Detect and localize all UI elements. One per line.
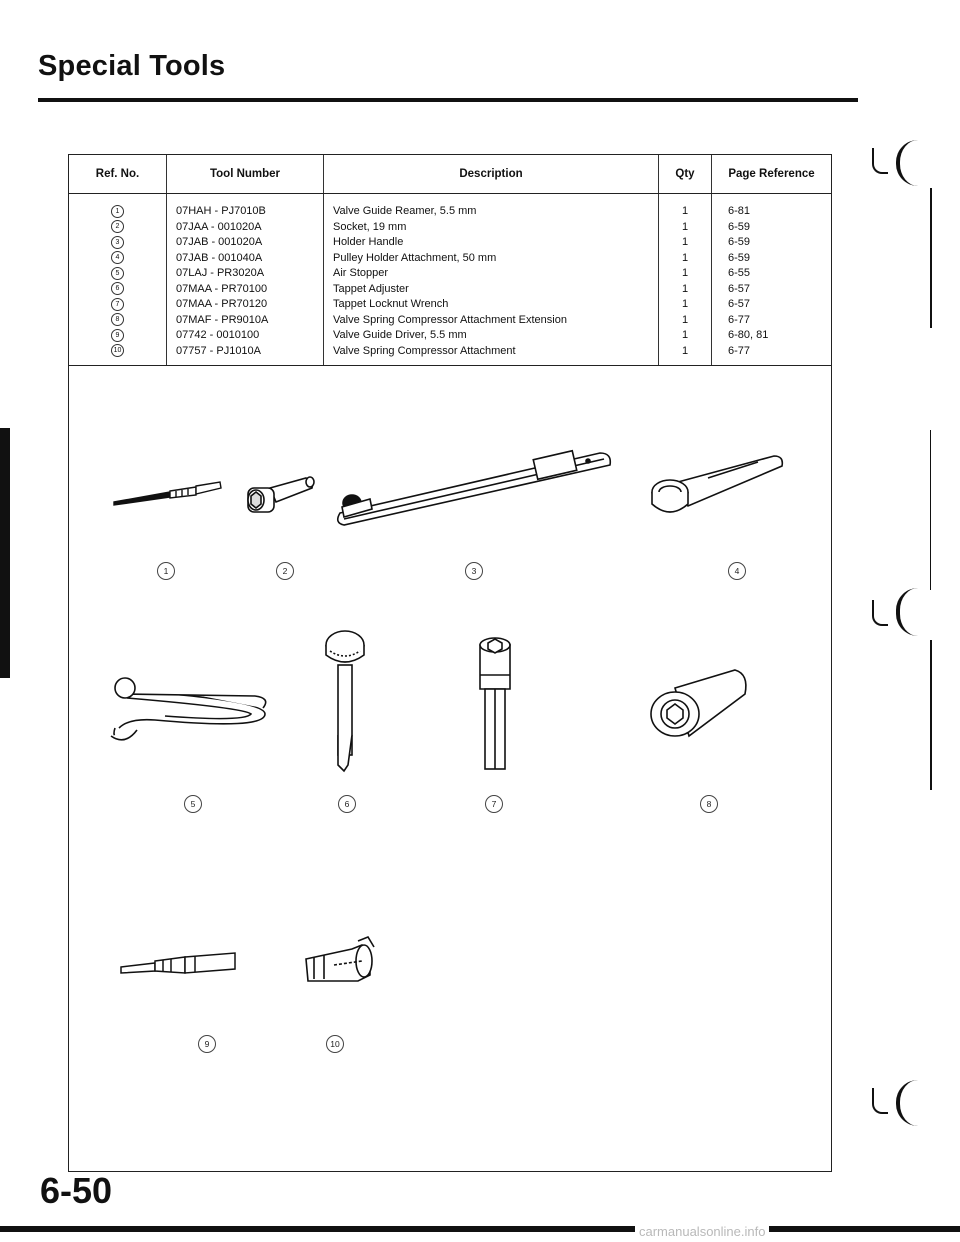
valve-spring-compressor-attachment-illustration [300, 935, 380, 995]
side-tab-marker [0, 428, 10, 678]
binding-mark [872, 600, 888, 626]
ref-number: 5 [111, 267, 124, 280]
figure-label: 9 [198, 1035, 216, 1053]
tool-number: 07742 - 0010100 [176, 329, 260, 341]
binding-mark [930, 188, 933, 328]
qty-column [659, 194, 712, 366]
figure-label: 6 [338, 795, 356, 813]
tool-number: 07JAA - 001020A [176, 220, 262, 233]
tool-description: Pulley Holder Attachment, 50 mm [333, 251, 497, 264]
page-title: Special Tools [38, 50, 226, 82]
tool-number: 07MAA - PR70120 [176, 298, 268, 310]
page-reference: 6-80, 81 [728, 329, 769, 341]
binding-mark [872, 1088, 888, 1114]
tool-qty: 1 [681, 282, 689, 295]
watermark-text: carmanualsonline.info [635, 1224, 769, 1239]
binding-mark [896, 588, 918, 636]
binding-mark [896, 1080, 918, 1126]
header-page-reference: Page Reference [712, 155, 832, 194]
binding-mark [872, 148, 888, 174]
special-tools-table [69, 155, 831, 366]
tool-qty: 1 [681, 236, 689, 248]
pulley-holder-attachment-illustration [648, 448, 788, 528]
figure-label: 10 [326, 1035, 344, 1053]
valve-spring-compressor-extension-illustration [645, 660, 755, 750]
tool-qty: 1 [681, 220, 689, 233]
valve-guide-driver-illustration [115, 945, 245, 985]
tool-description: Valve Spring Compressor Attachment [333, 344, 516, 357]
tool-qty: 1 [681, 344, 689, 357]
figure-label: 3 [465, 562, 483, 580]
bottom-rule [0, 1226, 960, 1232]
table-body-row [69, 194, 831, 366]
ref-number: 8 [111, 313, 124, 326]
tool-description: Valve Spring Compressor Attachment Extension [333, 313, 567, 326]
tool-description: Tappet Adjuster [333, 282, 409, 295]
header-tool-number: Tool Number [167, 155, 324, 194]
tool-description: Holder Handle [333, 236, 404, 248]
figure-label: 8 [700, 795, 718, 813]
tappet-locknut-wrench-illustration [470, 635, 520, 775]
valve-guide-reamer-illustration [110, 470, 230, 510]
figure-label: 2 [276, 562, 294, 580]
figure-label: 4 [728, 562, 746, 580]
ref-number: 2 [111, 220, 124, 233]
tool-qty: 1 [681, 313, 689, 326]
binding-mark [930, 430, 932, 590]
page-number: 6-50 [40, 1170, 113, 1211]
page-reference-column [712, 194, 832, 366]
tool-qty: 1 [681, 251, 689, 264]
figure-label: 1 [157, 562, 175, 580]
ref-number: 7 [111, 298, 124, 311]
ref-number: 1 [111, 205, 124, 218]
page-reference: 6-55 [728, 267, 751, 279]
header-description: Description [324, 155, 659, 194]
tool-number: 07LAJ - PR3020A [176, 267, 265, 279]
ref-number: 3 [111, 236, 124, 249]
ref-number: 9 [111, 329, 124, 342]
tool-number: 07JAB - 001040A [176, 251, 263, 264]
tool-description: Socket, 19 mm [333, 220, 407, 233]
ref-number: 4 [111, 251, 124, 264]
tool-qty: 1 [681, 329, 689, 341]
binding-mark [930, 640, 933, 790]
tool-description: Valve Guide Driver, 5.5 mm [333, 329, 467, 341]
tool-number: 07MAF - PR9010A [176, 313, 269, 326]
ref-number: 6 [111, 282, 124, 295]
holder-handle-illustration [330, 435, 620, 530]
description-column [324, 194, 659, 366]
tool-qty: 1 [681, 205, 689, 217]
page-reference: 6-59 [728, 220, 751, 233]
tappet-adjuster-illustration [320, 625, 370, 775]
ref-no-column [69, 194, 167, 366]
page-reference: 6-57 [728, 298, 751, 310]
page-reference: 6-77 [728, 313, 751, 326]
ref-number: 10 [111, 344, 124, 357]
figure-label: 7 [485, 795, 503, 813]
tool-qty: 1 [681, 267, 689, 279]
tool-description: Tappet Locknut Wrench [333, 298, 449, 310]
header-qty: Qty [659, 155, 712, 194]
air-stopper-illustration [105, 650, 275, 745]
title-rule [38, 98, 858, 102]
tool-description: Valve Guide Reamer, 5.5 mm [333, 205, 477, 217]
tool-number: 07757 - PJ1010A [176, 344, 262, 357]
socket-illustration [240, 472, 320, 522]
page-reference: 6-59 [728, 236, 751, 248]
tool-number: 07JAB - 001020A [176, 236, 263, 248]
page-reference: 6-57 [728, 282, 751, 295]
page-reference: 6-59 [728, 251, 751, 264]
header-ref-no: Ref. No. [69, 155, 167, 194]
tool-number: 07HAH - PJ7010B [176, 205, 266, 217]
figure-label: 5 [184, 795, 202, 813]
tool-number-column [167, 194, 324, 366]
table-header-row [69, 155, 831, 194]
binding-mark [896, 140, 918, 186]
tool-number: 07MAA - PR70100 [176, 282, 268, 295]
tool-qty: 1 [681, 298, 689, 310]
page-reference: 6-77 [728, 344, 751, 357]
page-reference: 6-81 [728, 205, 751, 217]
tool-description: Air Stopper [333, 267, 389, 279]
